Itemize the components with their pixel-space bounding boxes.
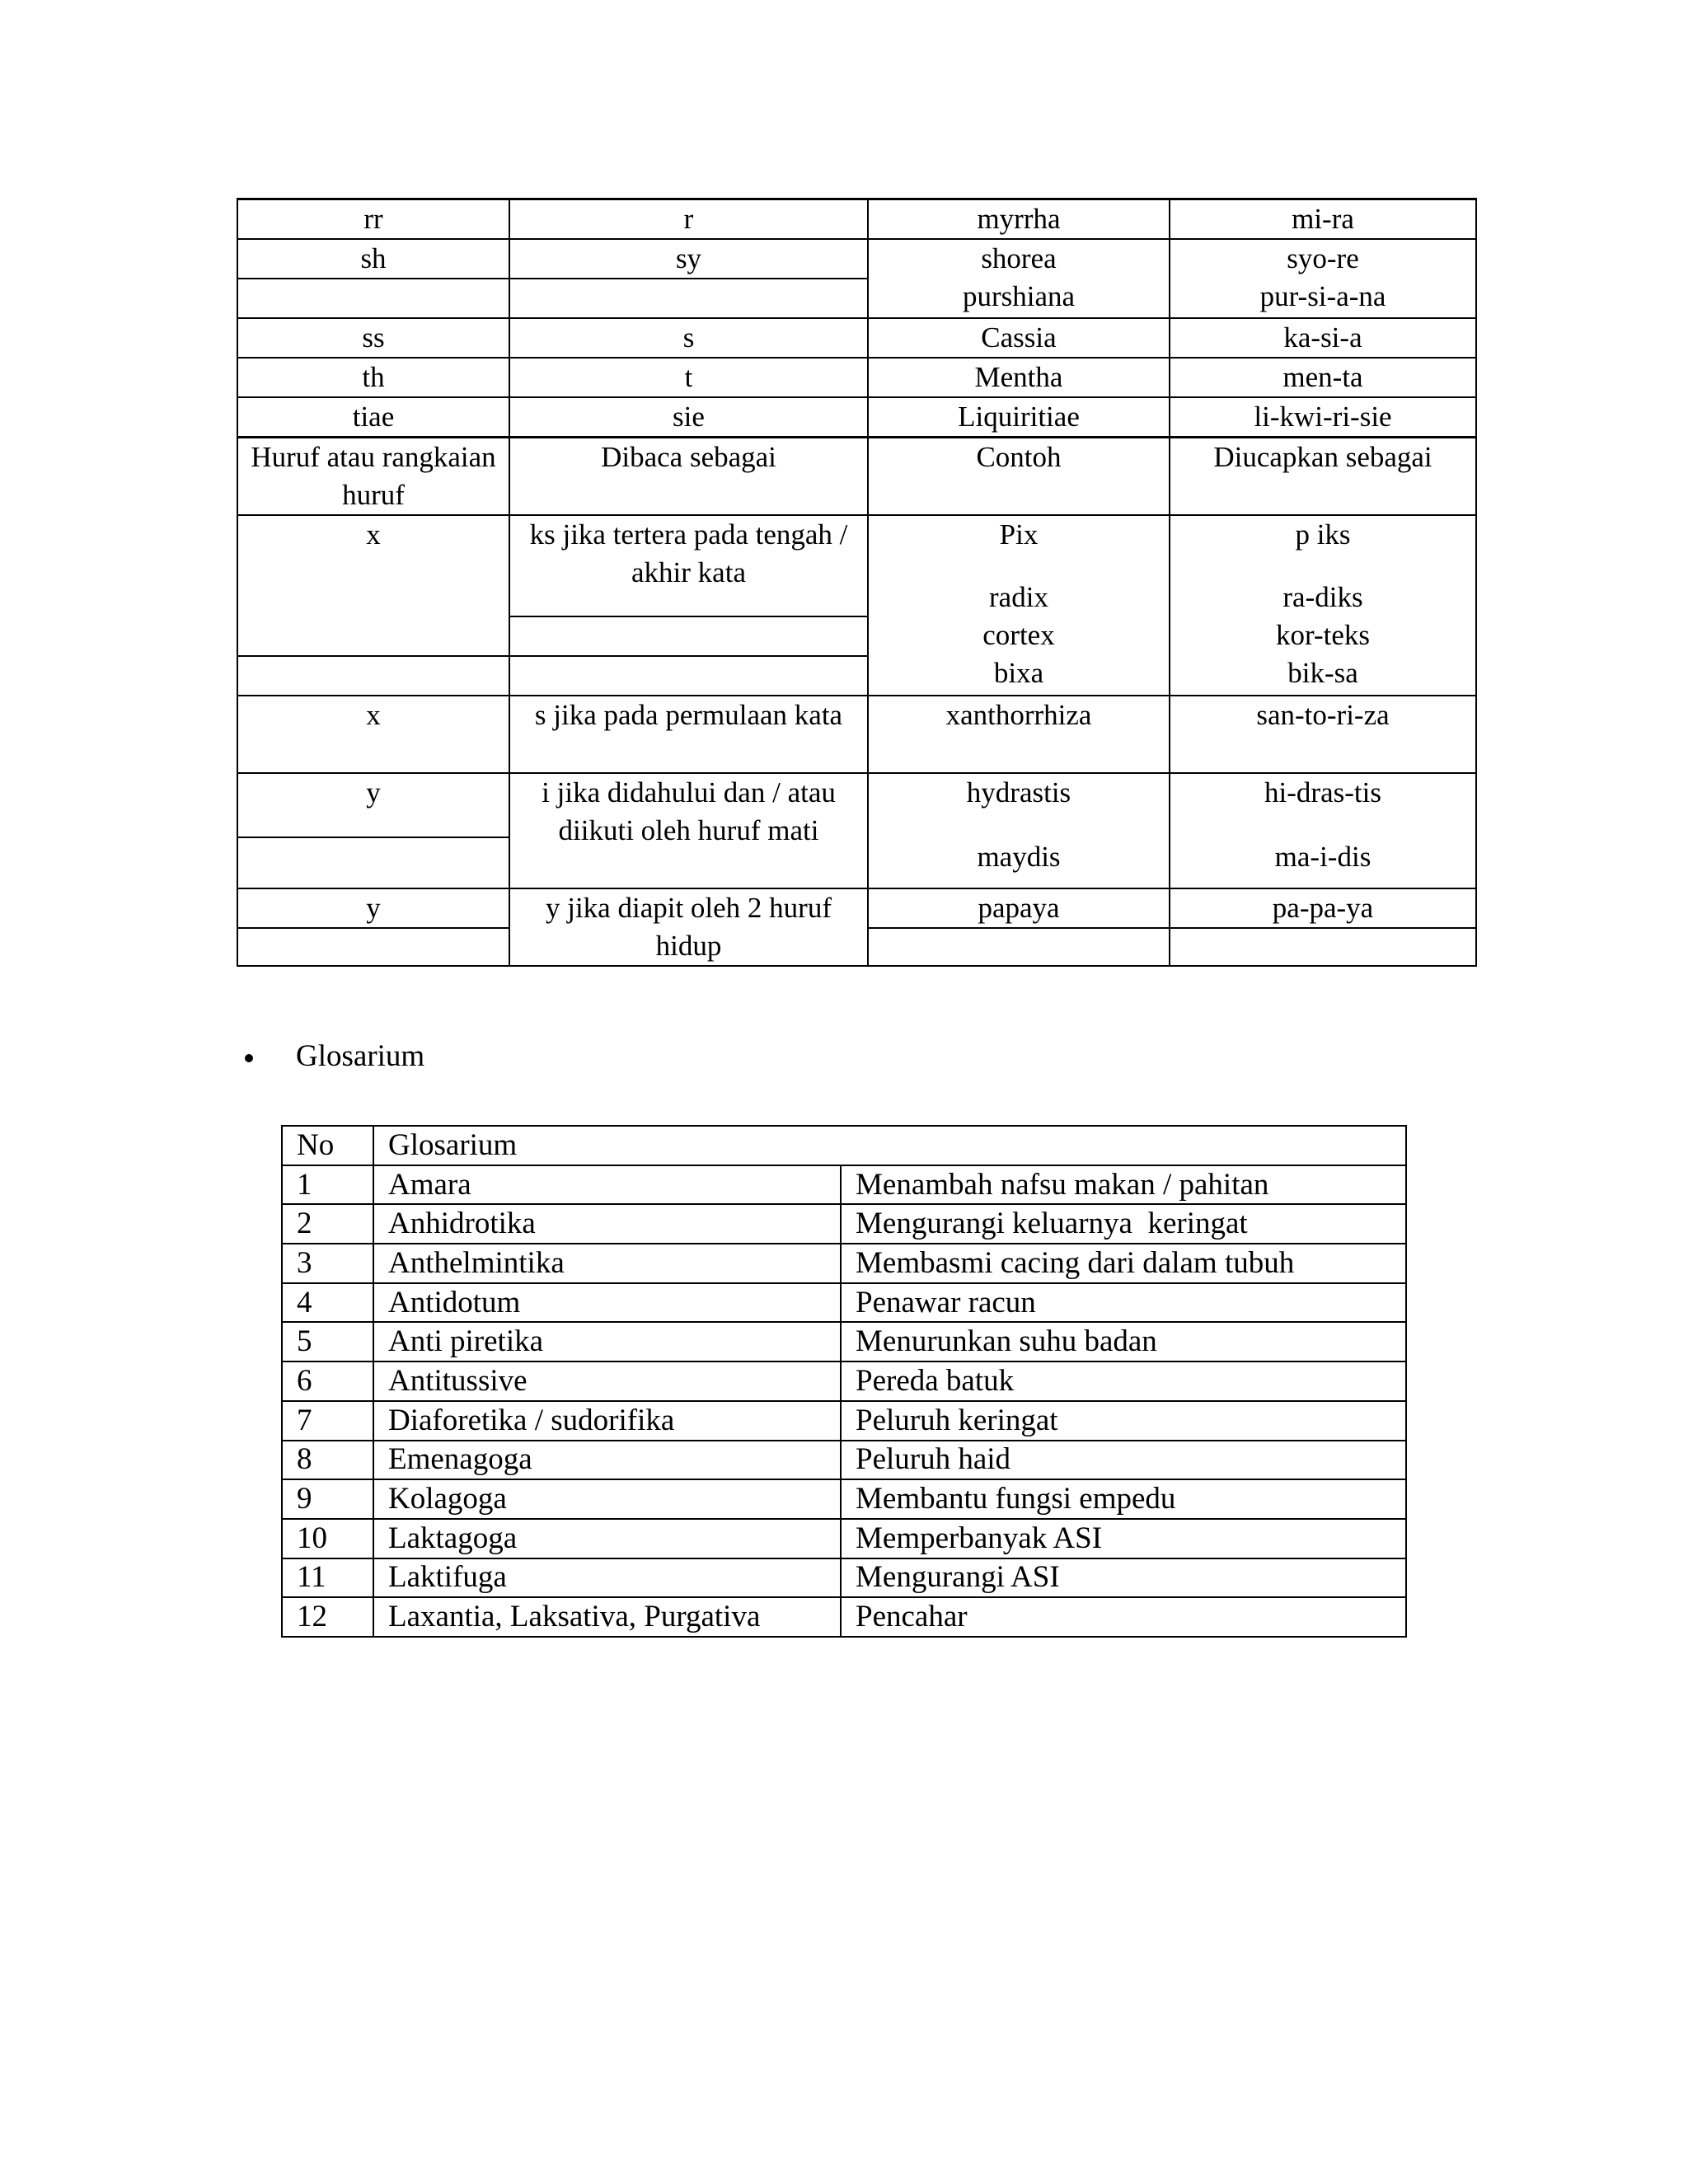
no-cell: 12 xyxy=(282,1597,373,1637)
read-as-cell: sie xyxy=(509,397,868,438)
table-row xyxy=(237,696,1476,773)
header-cell: Contoh xyxy=(868,438,1170,516)
no-cell: 11 xyxy=(282,1558,373,1598)
header-cell: Dibaca sebagai xyxy=(509,438,868,516)
empty-cell xyxy=(868,928,1170,966)
read-as-cell: y jika diapit oleh 2 huruf hidup xyxy=(509,888,868,966)
empty-cell xyxy=(237,656,509,696)
meaning-cell: Peluruh keringat xyxy=(841,1401,1406,1441)
empty-cell xyxy=(237,837,509,888)
no-cell: 4 xyxy=(282,1283,373,1323)
table-row xyxy=(282,1244,1406,1283)
table-row xyxy=(237,318,1476,358)
table-row xyxy=(237,358,1476,397)
letter-cell: x xyxy=(237,515,509,655)
term-cell: Amara xyxy=(373,1165,841,1205)
meaning-cell: Menurunkan suhu badan xyxy=(841,1322,1406,1361)
read-as-cell: s jika pada permulaan kata xyxy=(509,696,868,773)
term-cell: Antitussive xyxy=(373,1361,841,1401)
example-cell: hydrastis maydis xyxy=(868,773,1170,888)
table-row xyxy=(282,1322,1406,1361)
example-cell: Liquiritiae xyxy=(868,397,1170,438)
no-cell: 1 xyxy=(282,1165,373,1205)
term-cell: Anthelmintika xyxy=(373,1244,841,1283)
table-row xyxy=(282,1441,1406,1480)
no-cell: 6 xyxy=(282,1361,373,1401)
header-row xyxy=(237,438,1476,516)
table-row xyxy=(282,1519,1406,1558)
no-cell: 10 xyxy=(282,1519,373,1558)
letter-cell: sh xyxy=(237,239,509,279)
table-row xyxy=(282,1597,1406,1637)
term-cell: Laktifuga xyxy=(373,1558,841,1598)
table-row xyxy=(237,888,1476,928)
pronounced-cell: syo-re pur-si-a-na xyxy=(1170,239,1476,318)
bullet-icon xyxy=(245,1054,253,1062)
table-row xyxy=(282,1283,1406,1323)
no-cell: 3 xyxy=(282,1244,373,1283)
meaning-cell: Mengurangi keluarnya keringat xyxy=(841,1204,1406,1244)
table-row xyxy=(282,1401,1406,1441)
letter-cell: y xyxy=(237,888,509,928)
meaning-cell: Peluruh haid xyxy=(841,1441,1406,1480)
letter-cell: y xyxy=(237,773,509,837)
letter-cell: ss xyxy=(237,318,509,358)
table-row xyxy=(237,515,1476,616)
read-as-cell: i jika didahului dan / atau diikuti oleh huruf mati xyxy=(509,773,868,888)
table-row xyxy=(282,1204,1406,1244)
term-cell: Antidotum xyxy=(373,1283,841,1323)
pronounced-cell: p iks ra-diks kor-teks bik-sa xyxy=(1170,515,1476,695)
term-cell: Anhidrotika xyxy=(373,1204,841,1244)
example-cell: papaya xyxy=(868,888,1170,928)
pronunciation-table xyxy=(237,198,1477,967)
glossary-heading xyxy=(245,1037,424,1076)
read-as-cell: ks jika tertera pada tengah / akhir kata xyxy=(509,515,868,616)
meaning-cell: Pereda batuk xyxy=(841,1361,1406,1401)
table-row xyxy=(282,1558,1406,1598)
read-as-cell: sy xyxy=(509,239,868,279)
glossary-table xyxy=(281,1125,1407,1638)
header-cell: No xyxy=(282,1126,373,1165)
table-row xyxy=(237,199,1476,240)
letter-cell: tiae xyxy=(237,397,509,438)
meaning-cell: Membantu fungsi empedu xyxy=(841,1479,1406,1519)
example-cell: shorea purshiana xyxy=(868,239,1170,318)
example-cell: xanthorrhiza xyxy=(868,696,1170,773)
table-row xyxy=(282,1479,1406,1519)
term-cell: Emenagoga xyxy=(373,1441,841,1480)
letter-cell: rr xyxy=(237,199,509,240)
empty-cell xyxy=(1170,928,1476,966)
header-cell: Huruf atau rangkaian huruf xyxy=(237,438,509,516)
no-cell: 9 xyxy=(282,1479,373,1519)
empty-cell xyxy=(509,656,868,696)
term-cell: Laxantia, Laksativa, Purgativa xyxy=(373,1597,841,1637)
read-as-cell: s xyxy=(509,318,868,358)
pronounced-cell: ka-si-a xyxy=(1170,318,1476,358)
example-cell: Pix radix cortex bixa xyxy=(868,515,1170,695)
pronounced-cell: mi-ra xyxy=(1170,199,1476,240)
meaning-cell: Mengurangi ASI xyxy=(841,1558,1406,1598)
no-cell: 2 xyxy=(282,1204,373,1244)
letter-cell: x xyxy=(237,696,509,773)
header-cell: Diucapkan sebagai xyxy=(1170,438,1476,516)
letter-cell: th xyxy=(237,358,509,397)
empty-cell xyxy=(237,279,509,318)
example-cell: Mentha xyxy=(868,358,1170,397)
empty-cell xyxy=(509,616,868,656)
term-cell: Anti piretika xyxy=(373,1322,841,1361)
pronounced-cell: men-ta xyxy=(1170,358,1476,397)
meaning-cell: Pencahar xyxy=(841,1597,1406,1637)
term-cell: Kolagoga xyxy=(373,1479,841,1519)
pronounced-cell: pa-pa-ya xyxy=(1170,888,1476,928)
no-cell: 7 xyxy=(282,1401,373,1441)
no-cell: 8 xyxy=(282,1441,373,1480)
header-cell: Glosarium xyxy=(373,1126,1406,1165)
example-cell: Cassia xyxy=(868,318,1170,358)
pronounced-cell: hi-dras-tis ma-i-dis xyxy=(1170,773,1476,888)
term-cell: Diaforetika / sudorifika xyxy=(373,1401,841,1441)
example-cell: myrrha xyxy=(868,199,1170,240)
empty-cell xyxy=(237,928,509,966)
table-row xyxy=(282,1165,1406,1205)
no-cell: 5 xyxy=(282,1322,373,1361)
empty-cell xyxy=(509,279,868,318)
table-row xyxy=(237,397,1476,438)
table-row xyxy=(237,773,1476,837)
read-as-cell: r xyxy=(509,199,868,240)
pronounced-cell: san-to-ri-za xyxy=(1170,696,1476,773)
meaning-cell: Menambah nafsu makan / pahitan xyxy=(841,1165,1406,1205)
meaning-cell: Membasmi cacing dari dalam tubuh xyxy=(841,1244,1406,1283)
glossary-header-row xyxy=(282,1126,1406,1165)
term-cell: Laktagoga xyxy=(373,1519,841,1558)
table-row xyxy=(237,239,1476,279)
read-as-cell: t xyxy=(509,358,868,397)
meaning-cell: Penawar racun xyxy=(841,1283,1406,1323)
meaning-cell: Memperbanyak ASI xyxy=(841,1519,1406,1558)
pronounced-cell: li-kwi-ri-sie xyxy=(1170,397,1476,438)
table-row xyxy=(282,1361,1406,1401)
glossary-heading-text: Glosarium xyxy=(296,1039,425,1073)
